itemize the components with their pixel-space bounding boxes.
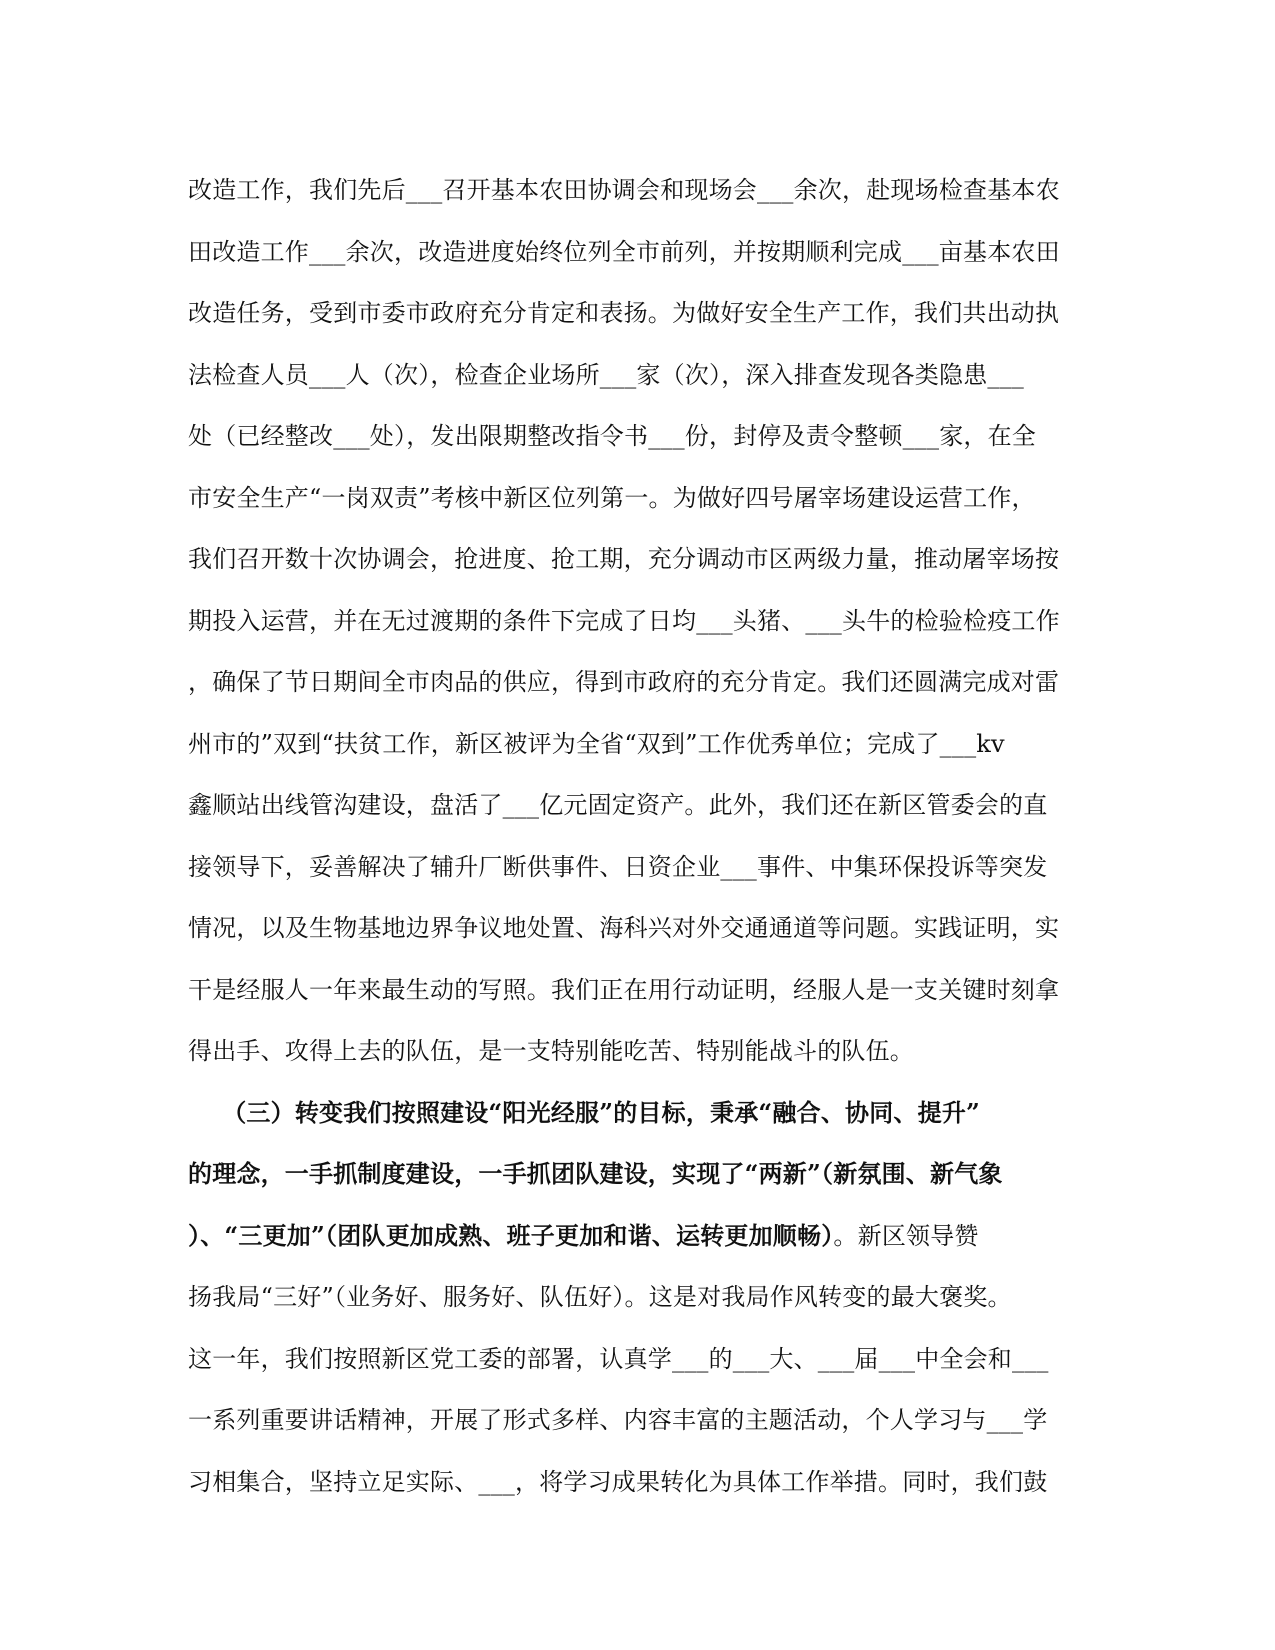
paragraph-line: 市安全生产“一岗双责”考核中新区位列第一。为做好四号屠宰场建设运营工作， — [188, 483, 1036, 512]
paragraph-line: 干是经服人一年来最生动的写照。我们正在用行动证明，经服人是一支关键时刻拿 — [188, 975, 1060, 1004]
paragraph-line: 州市的”双到“扶贫工作，新区被评为全省“双到”工作优秀单位；完成了___kv — [188, 729, 1005, 758]
paragraph-line: 期投入运营，并在无过渡期的条件下完成了日均___头猪、___头牛的检验检疫工作 — [188, 606, 1060, 635]
paragraph-line: 习相集合，坚持立足实际、___，将学习成果转化为具体工作举措。同时，我们鼓 — [188, 1467, 1048, 1496]
paragraph-line: 得出手、攻得上去的队伍，是一支特别能吃苦、特别能战斗的队伍。 — [188, 1037, 914, 1065]
paragraph-line: 这一年，我们按照新区党工委的部署，认真学___的___大、___届___中全会和___ — [188, 1344, 1049, 1373]
paragraph-line: 情况，以及生物基地边界争议地处置、海科兴对外交通通道等问题。实践证明，实 — [188, 914, 1060, 942]
paragraph-line: 处（已经整改___处），发出限期整改指令书___份，封停及责令整顿___家，在全 — [188, 422, 1036, 450]
paragraph-line: 法检查人员___人（次），检查企业场所___家（次），深入排查发现各类隐患___ — [188, 360, 1024, 389]
mixed-line — [188, 1216, 1088, 1278]
section-heading-line: 的理念，一手抓制度建设，一手抓团队建设，实现了“两新”（新氛围、新气象 — [188, 1159, 1003, 1188]
paragraph-line: 一系列重要讲话精神，开展了形式多样、内容丰富的主题活动，个人学习与___学 — [188, 1406, 1048, 1434]
body-text — [188, 170, 1088, 1523]
paragraph-line: 改造工作，我们先后___召开基本农田协调会和现场会___余次，赴现场检查基本农 — [188, 176, 1060, 204]
section-heading-fragment: ）、“三更加”（团队更加成熟、班子更加和谐、运转更加顺畅） — [188, 1220, 834, 1250]
paragraph-line: 扬我局“三好”（业务好、服务好、队伍好）。这是对我局作风转变的最大褒奖。 — [188, 1283, 1012, 1311]
paragraph-line: 我们召开数十次协调会，抢进度、抢工期，充分调动市区两级力量，推动屠宰场按 — [188, 545, 1060, 573]
paragraph-line: ，确保了节日期间全市肉品的供应，得到市政府的充分肯定。我们还圆满完成对雷 — [188, 668, 1060, 696]
paragraph-fragment: 。新区领导赞 — [833, 1221, 979, 1250]
paragraph-line: 改造任务，受到市委市政府充分肯定和表扬。为做好安全生产工作，我们共出动执 — [188, 299, 1060, 327]
paragraph-line: 田改造工作___余次，改造进度始终位列全市前列，并按期顺利完成___亩基本农田 — [188, 237, 1060, 266]
paragraph-line: 接领导下，妥善解决了辅升厂断供事件、日资企业___事件、中集环保投诉等突发 — [188, 852, 1048, 881]
paragraph-line: 鑫顺站出线管沟建设，盘活了___亿元固定资产。此外，我们还在新区管委会的直 — [188, 791, 1048, 819]
section-heading-line: （三）转变我们按照建设“阳光经服”的目标，秉承“融合、协同、提升” — [188, 1097, 981, 1127]
